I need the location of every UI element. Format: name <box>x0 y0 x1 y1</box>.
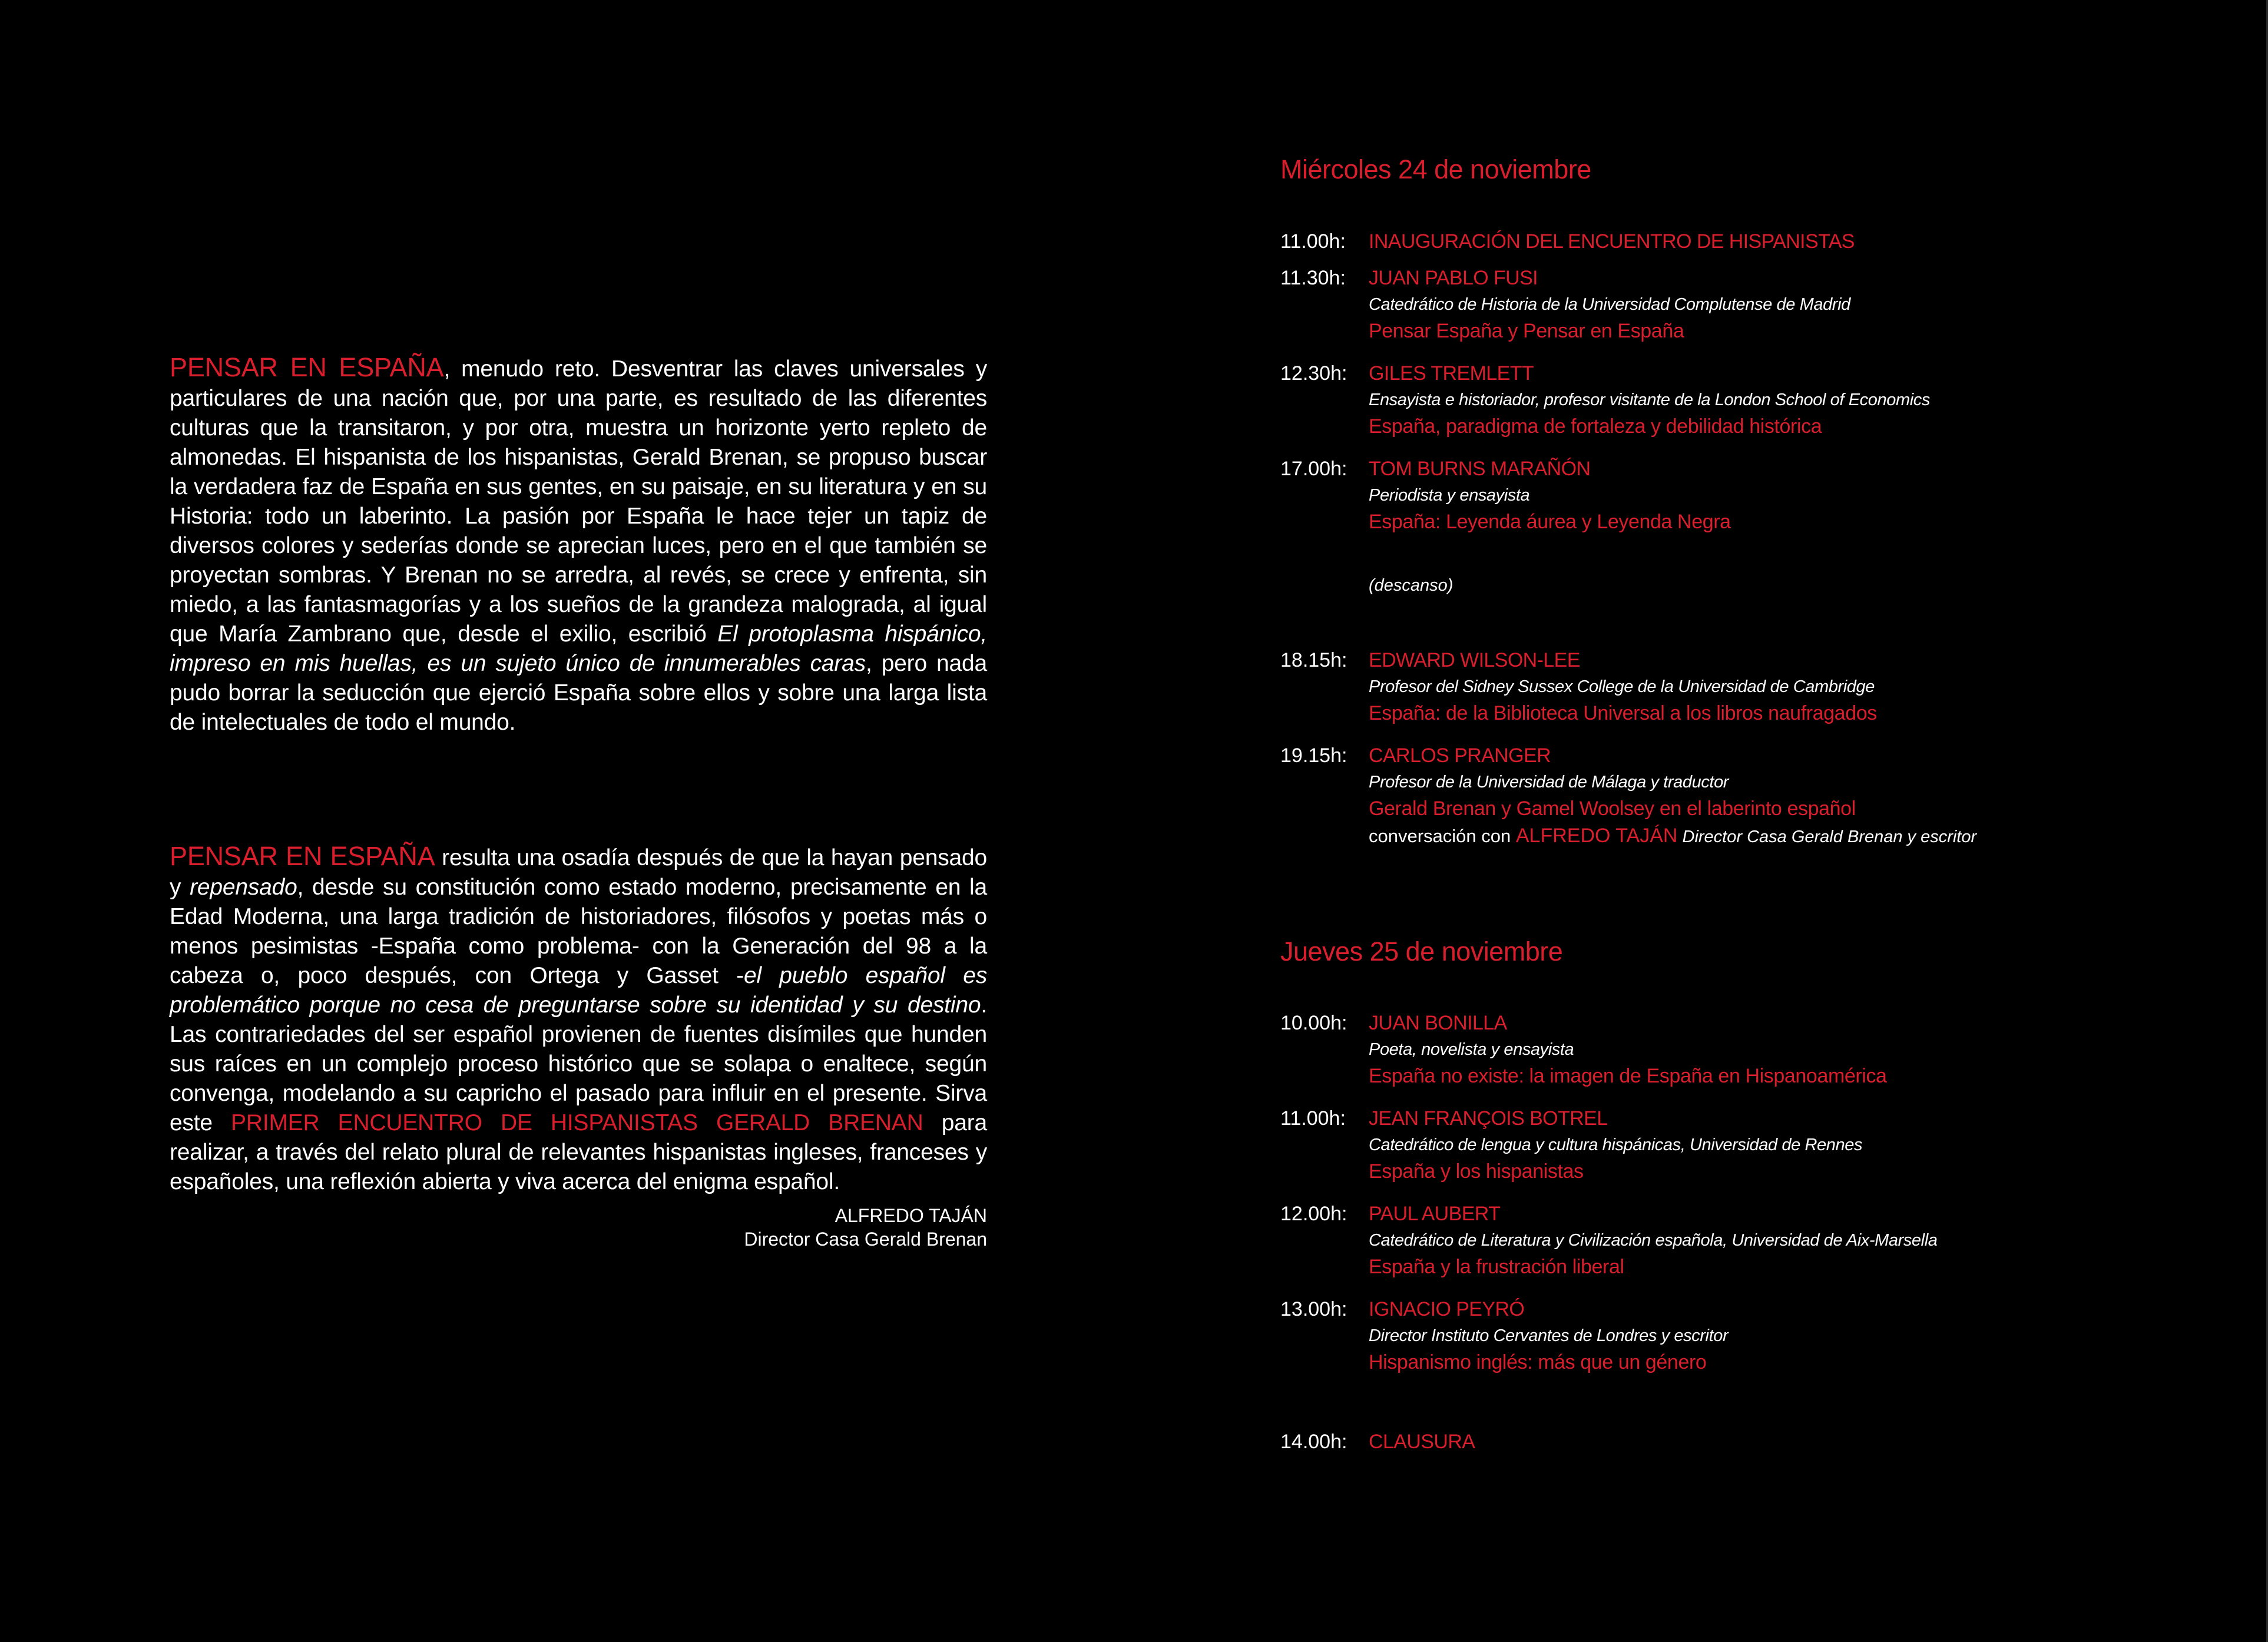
speaker-role: Catedrático de Literatura y Civilización española, Universidad de Aix-Marsella <box>1369 1231 1938 1250</box>
session-time: 13.00h: <box>1280 1298 1347 1320</box>
speaker-name: EDWARD WILSON-LEE <box>1369 649 1580 671</box>
speaker-role: Poeta, novelista y ensayista <box>1369 1040 1574 1059</box>
session-time: 10.00h: <box>1280 1012 1347 1034</box>
intro-paragraph-2 <box>170 842 987 1197</box>
session-time: 11.00h: <box>1280 230 1346 253</box>
session-time: 11.00h: <box>1280 1107 1346 1130</box>
intro-paragraph-1 <box>170 353 987 737</box>
signature-title: Director Casa Gerald Brenan <box>744 1229 987 1250</box>
intro-text: , menudo reto. Desventrar las claves universales y particulares de una nación que, por una parte, es resultado de las diferentes culturas que la transitaron, y por otra, muestra un horizonte yerto repleto de almonedas. El hispanista de los hispanistas, Gerald Brenan, se propuso buscar la verdadera faz de España en sus gentes, en su paisaje, en su literatura y en su Historia: todo un laberinto. La pasión por España le hace tejer un tapiz de diversos colores y sederías donde se aprecian luces, pero en el que también se proyectan sombras. Y Brenan no se arredra, al revés, se crece y enfrenta, sin miedo, a las fantasmagorías y a los sueños de la grandeza malograda, al igual que María Zambrano que, desde el exilio, escribió <box>170 356 987 647</box>
intro-text: , pero nada pudo borrar la seducción que ejerció España sobre ellos y sobre una larga lista de intelectuales de todo el mundo. <box>170 651 987 735</box>
session-time: 11.30h: <box>1280 267 1346 289</box>
conversation-role: Director Casa Gerald Brenan y escritor <box>1677 827 1977 846</box>
talk-title: Hispanismo inglés: más que un género <box>1369 1351 1707 1373</box>
speaker-name: GILES TREMLETT <box>1369 362 1534 385</box>
talk-title: España no existe: la imagen de España en Hispanoamérica <box>1369 1065 1887 1087</box>
intro-text: para realizar, a través del relato plural de relevantes hispanistas ingleses, franceses y españoles, una reflexión abierta y viva acerca del enigma español. <box>170 1110 987 1194</box>
speaker-name: PAUL AUBERT <box>1369 1203 1501 1225</box>
speaker-role: Director Instituto Cervantes de Londres y escritor <box>1369 1326 1729 1345</box>
intro-lead-1: PENSAR EN ESPAÑA <box>170 352 444 382</box>
speaker-role: Catedrático de lengua y cultura hispánicas, Universidad de Rennes <box>1369 1136 1863 1154</box>
conversation-line <box>1369 820 2229 852</box>
talk-title: España, paradigma de fortaleza y debilidad histórica <box>1369 415 1822 438</box>
signature <box>648 1204 987 1251</box>
session-title: INAUGURACIÓN DEL ENCUENTRO DE HISPANISTAS <box>1369 230 1855 253</box>
talk-title: España y la frustración liberal <box>1369 1256 1624 1278</box>
session-time: 12.00h: <box>1280 1203 1347 1225</box>
conversation-name: ALFREDO TAJÁN <box>1515 825 1678 847</box>
speaker-name: CARLOS PRANGER <box>1369 744 1551 767</box>
talk-title: Pensar España y Pensar en España <box>1369 320 1684 342</box>
talk-title: España: de la Biblioteca Universal a los libros naufragados <box>1369 702 1877 724</box>
talk-title: Gerald Brenan y Gamel Woolsey en el laberinto español <box>1369 797 1856 820</box>
intro-text: , desde su constitución como estado moderno, precisamente en la Edad Moderna, una larga tradición de historiadores, filósofos y poetas más o menos pesimistas -España como problema- con la Generación del 98 a la cabeza o, poco después, con Ortega y Gasset - <box>170 875 988 988</box>
session-time: 19.15h: <box>1280 744 1347 767</box>
day-title: Miércoles 24 de noviembre <box>1280 154 1591 184</box>
intro-text: resulta una osadía después de que la hayan pensado y <box>170 845 987 900</box>
speaker-name: JEAN FRANÇOIS BOTREL <box>1369 1107 1608 1130</box>
session-time: 17.00h: <box>1280 458 1347 480</box>
intro-italic: repensado <box>190 875 297 900</box>
intro-lead-2: PENSAR EN ESPAÑA <box>170 841 435 871</box>
intro-highlight: PRIMER ENCUENTRO DE HISPANISTAS GERALD BRENAN <box>231 1110 923 1136</box>
speaker-name: JUAN PABLO FUSI <box>1369 267 1538 289</box>
speaker-name: JUAN BONILLA <box>1369 1012 1507 1034</box>
intro-quote: El protoplasma hispánico, impreso en mis huellas, es un sujeto único de innumerables caras <box>170 621 987 676</box>
speaker-role: Periodista y ensayista <box>1369 486 1530 505</box>
speaker-role: Profesor del Sidney Sussex College de la Universidad de Cambridge <box>1369 677 1875 696</box>
conversation-prefix: conversación con <box>1369 826 1516 846</box>
session-time: 14.00h: <box>1280 1431 1347 1453</box>
talk-title: España y los hispanistas <box>1369 1160 1584 1183</box>
speaker-role: Ensayista e historiador, profesor visitante de la London School of Economics <box>1369 390 1930 409</box>
session-time: 12.30h: <box>1280 362 1347 385</box>
speaker-role: Profesor de la Universidad de Málaga y traductor <box>1369 773 1729 792</box>
speaker-role: Catedrático de Historia de la Universidad Complutense de Madrid <box>1369 295 1850 314</box>
day-title: Jueves 25 de noviembre <box>1280 936 1563 966</box>
speaker-name: TOM BURNS MARAÑÓN <box>1369 458 1591 480</box>
intro-text: . Las contrariedades del ser español provienen de fuentes disímiles que hunden sus raíces en un complejo proceso histórico que se solapa o enaltece, según convenga, modelando a su capricho el pasado para influir en el presente. Sirva este <box>170 992 987 1136</box>
break-note: (descanso) <box>1369 576 1453 595</box>
speaker-name: IGNACIO PEYRÓ <box>1369 1298 1525 1320</box>
signature-name: ALFREDO TAJÁN <box>835 1205 987 1226</box>
session-title: CLAUSURA <box>1369 1431 1475 1453</box>
intro-quote: el pueblo español es problemático porque no cesa de preguntarse sobre su identidad y su destino <box>170 963 987 1018</box>
talk-title: España: Leyenda áurea y Leyenda Negra <box>1369 511 1731 533</box>
session-time: 18.15h: <box>1280 649 1347 671</box>
